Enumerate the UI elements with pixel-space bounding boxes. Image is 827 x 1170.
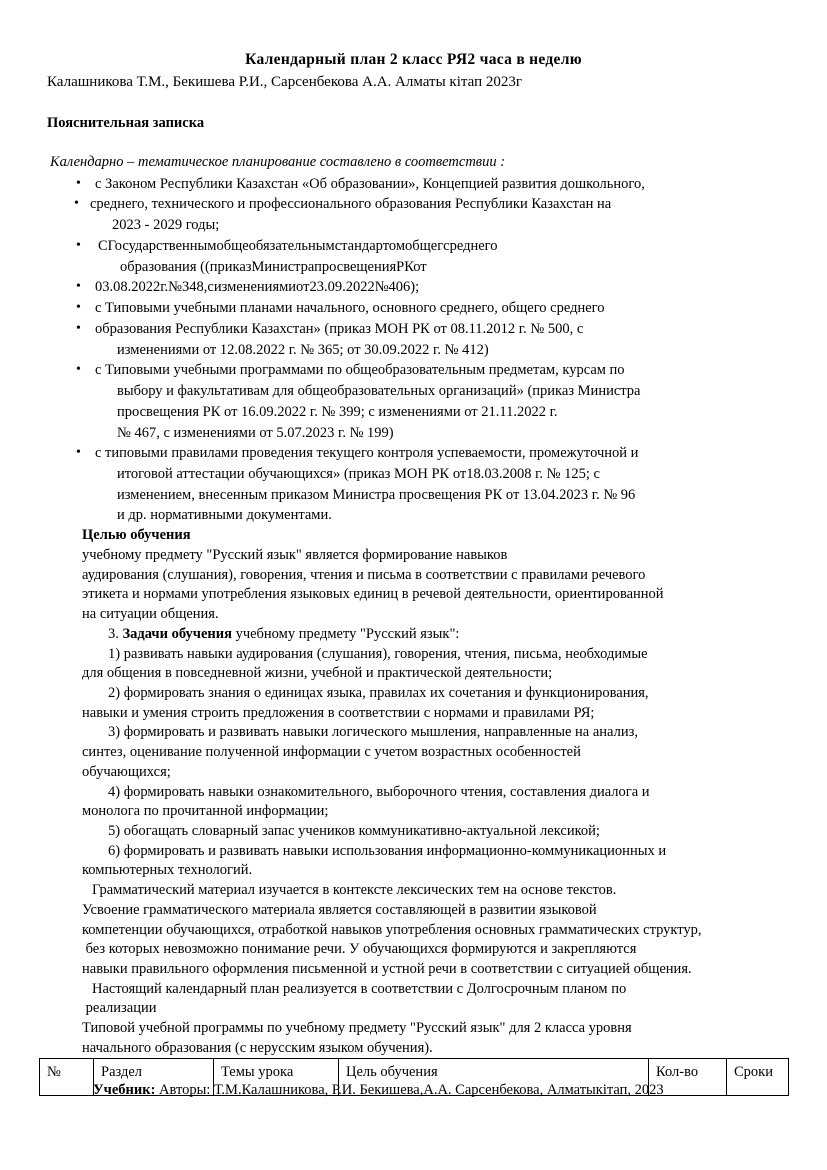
table-header-row <box>40 1059 789 1096</box>
bullet-dot-icon: • <box>76 279 81 295</box>
bullet-text: с Типовыми учебными программами по общеобразовательным предметам, курсам по <box>95 362 625 379</box>
bullet-text: СГосударственнымобщеобязательнымстандартомобщегсреднего <box>98 237 498 254</box>
table-header-cell: Темы урока <box>214 1059 339 1096</box>
goals-line: учебному предмету "Русский язык" является формирование навыков <box>82 546 508 563</box>
goals-body <box>0 546 827 625</box>
table-header-cell: Раздел <box>94 1059 214 1096</box>
bullet-dot-icon: • <box>76 445 81 461</box>
closing-line: навыки правильного оформления письменной и устной речи в соответствии с ситуацией общения. <box>82 961 692 978</box>
textbook-label: Учебник: <box>93 1081 156 1098</box>
bullet-item <box>0 319 827 360</box>
bullet-text: с Типовыми учебными планами начального, основного среднего, общего среднего <box>95 300 605 317</box>
task-line: 5) обогащать словарный запас учеников коммуникативно-актуальной лексикой; <box>108 822 600 839</box>
bullet-text: образования Республики Казахстан» (приказ МОН РК от 08.11.2012 г. № 500, с <box>95 320 584 337</box>
bullet-continuation: образования ((приказМинистрапросвещенияРКот <box>120 258 427 275</box>
closing-line: без которых невозможно понимание речи. У обучающихся формируются и закрепляются <box>82 941 637 958</box>
compliance-bullet-list <box>0 174 827 526</box>
bullet-item <box>0 360 827 443</box>
plan-table <box>39 1058 789 1096</box>
bullet-continuation: изменением, внесенным приказом Министра просвещения РК от 13.04.2023 г. № 96 <box>117 486 636 503</box>
task-line: 6) формировать и развивать навыки использования информационно-коммуникационных и <box>108 842 667 859</box>
tasks-after-label: учебному предмету "Русский язык": <box>231 625 460 642</box>
closing-line: реализации <box>82 1000 157 1017</box>
table-header-cell: Сроки <box>727 1059 789 1096</box>
bullet-dot-icon: • <box>76 320 81 336</box>
explanatory-note-heading: Пояснительная записка <box>47 114 205 131</box>
tasks-list <box>0 645 827 882</box>
intro-italic-line: Календарно – тематическое планирование составлено в соответствии : <box>50 153 506 170</box>
bullet-continuation: итоговой аттестации обучающихся» (приказ МОН РК от18.03.2008 г. № 125; с <box>117 466 600 482</box>
bullet-dot-icon: • <box>76 237 81 253</box>
bullet-continuation: просвещения РК от 16.09.2022 г. № 399; с изменениями от 21.11.2022 г. <box>117 403 558 420</box>
closing-paragraphs <box>0 881 827 1058</box>
table-header-cell: Кол-во <box>649 1059 727 1096</box>
bullet-continuation: изменениями от 12.08.2022 г. № 365; от 30.09.2022 г. № 412) <box>117 341 489 358</box>
task-continuation: обучающихся; <box>82 763 171 780</box>
bullet-dot-icon: • <box>76 175 81 191</box>
bullet-dot-icon: • <box>76 300 81 316</box>
table-header-cell: Цель обучения <box>339 1059 649 1096</box>
goals-line: на ситуации общения. <box>82 606 219 623</box>
bullet-continuation: и др. нормативными документами. <box>117 507 332 524</box>
task-line: 2) формировать знания о единицах языка, правилах их сочетания и функционирования, <box>108 684 649 701</box>
page-title: Календарный план 2 класс РЯ2 часа в неделю <box>245 51 582 68</box>
goals-line: этикета и нормами употребления языковых единиц в речевой деятельности, ориентированной <box>82 586 664 603</box>
task-continuation: компьютерных технологий. <box>82 862 253 879</box>
bullet-text: с типовыми правилами проведения текущего контроля успеваемости, промежуточной и <box>95 445 639 462</box>
closing-line: Типовой учебной программы по учебному предмету "Русский язык" для 2 класса уровня <box>82 1020 632 1037</box>
closing-line: начального образования (с нерусским языком обучения). <box>82 1039 433 1056</box>
bullet-text: среднего, технического и профессионального образования Республики Казахстан на <box>90 196 612 213</box>
bullet-dot-icon: • <box>76 362 81 378</box>
task-continuation: навыки и умения строить предложения в соответствии с нормами и правилами РЯ; <box>82 704 595 721</box>
plan-table-container <box>39 1058 788 1096</box>
bullet-continuation: № 467, с изменениями от 5.07.2023 г. № 199) <box>117 424 394 441</box>
closing-line: Настоящий календарный план реализуется в соответствии с Долгосрочным планом по <box>92 980 627 997</box>
closing-line: Грамматический материал изучается в контексте лексических тем на основе текстов. <box>92 882 617 899</box>
closing-line: Усвоение грамматического материала является составляющей в развитии языковой <box>82 901 597 918</box>
textbook-value: Авторы: Т.М.Калашникова, Р.И. Бекишева,А.А. Сарсенбекова, Алматыкітап, 2023 <box>155 1081 664 1098</box>
task-line: 3) формировать и развивать навыки логического мышления, направленные на анализ, <box>108 724 638 741</box>
goals-line: аудирования (слушания), говорения, чтения и письма в соответствии с правилами речевого <box>82 566 646 583</box>
bullet-item <box>0 174 827 195</box>
task-continuation: для общения в повседневной жизни, учебной и практической деятельности; <box>82 665 553 682</box>
closing-line: компетенции обучающихся, отработкой навыков употребления основных грамматических структур, <box>82 921 702 938</box>
bullet-item <box>0 236 827 277</box>
task-line: 4) формировать навыки ознакомительного, выборочного чтения, составления диалога и <box>108 783 650 800</box>
tasks-number: 3. <box>108 625 123 642</box>
bullet-item <box>0 298 827 319</box>
goals-heading: Целью обучения <box>82 527 191 544</box>
task-continuation: синтез, оценивание полученной информации с учетом возрастных особенностей <box>82 744 581 761</box>
bullet-text: с Законом Республики Казахстан «Об образовании», Концепцией развития дошкольного, <box>95 175 645 192</box>
bullet-continuation: 2023 - 2029 годы; <box>112 217 220 234</box>
tasks-bold-label: Задачи обучения <box>122 625 232 642</box>
bullet-text: 03.08.2022г.№348,сизменениямиот23.09.2022№406); <box>95 279 420 296</box>
tasks-intro <box>0 625 827 645</box>
bullet-continuation: выбору и факультативам для общеобразовательных организаций» (приказ Министра <box>117 383 641 400</box>
bullet-item <box>0 277 827 298</box>
table-header-cell: № <box>40 1059 94 1096</box>
bullet-item <box>0 194 827 235</box>
task-line: 1) развивать навыки аудирования (слушания), говорения, чтения, письма, необходимые <box>108 645 648 662</box>
task-continuation: монолога по прочитанной информации; <box>82 803 329 820</box>
bullet-item <box>0 443 827 526</box>
bullet-dot-icon: • <box>74 196 79 212</box>
authors-line: Калашникова Т.М., Бекишева Р.И., Сарсенбекова А.А. Алматы кітап 2023г <box>47 74 523 91</box>
